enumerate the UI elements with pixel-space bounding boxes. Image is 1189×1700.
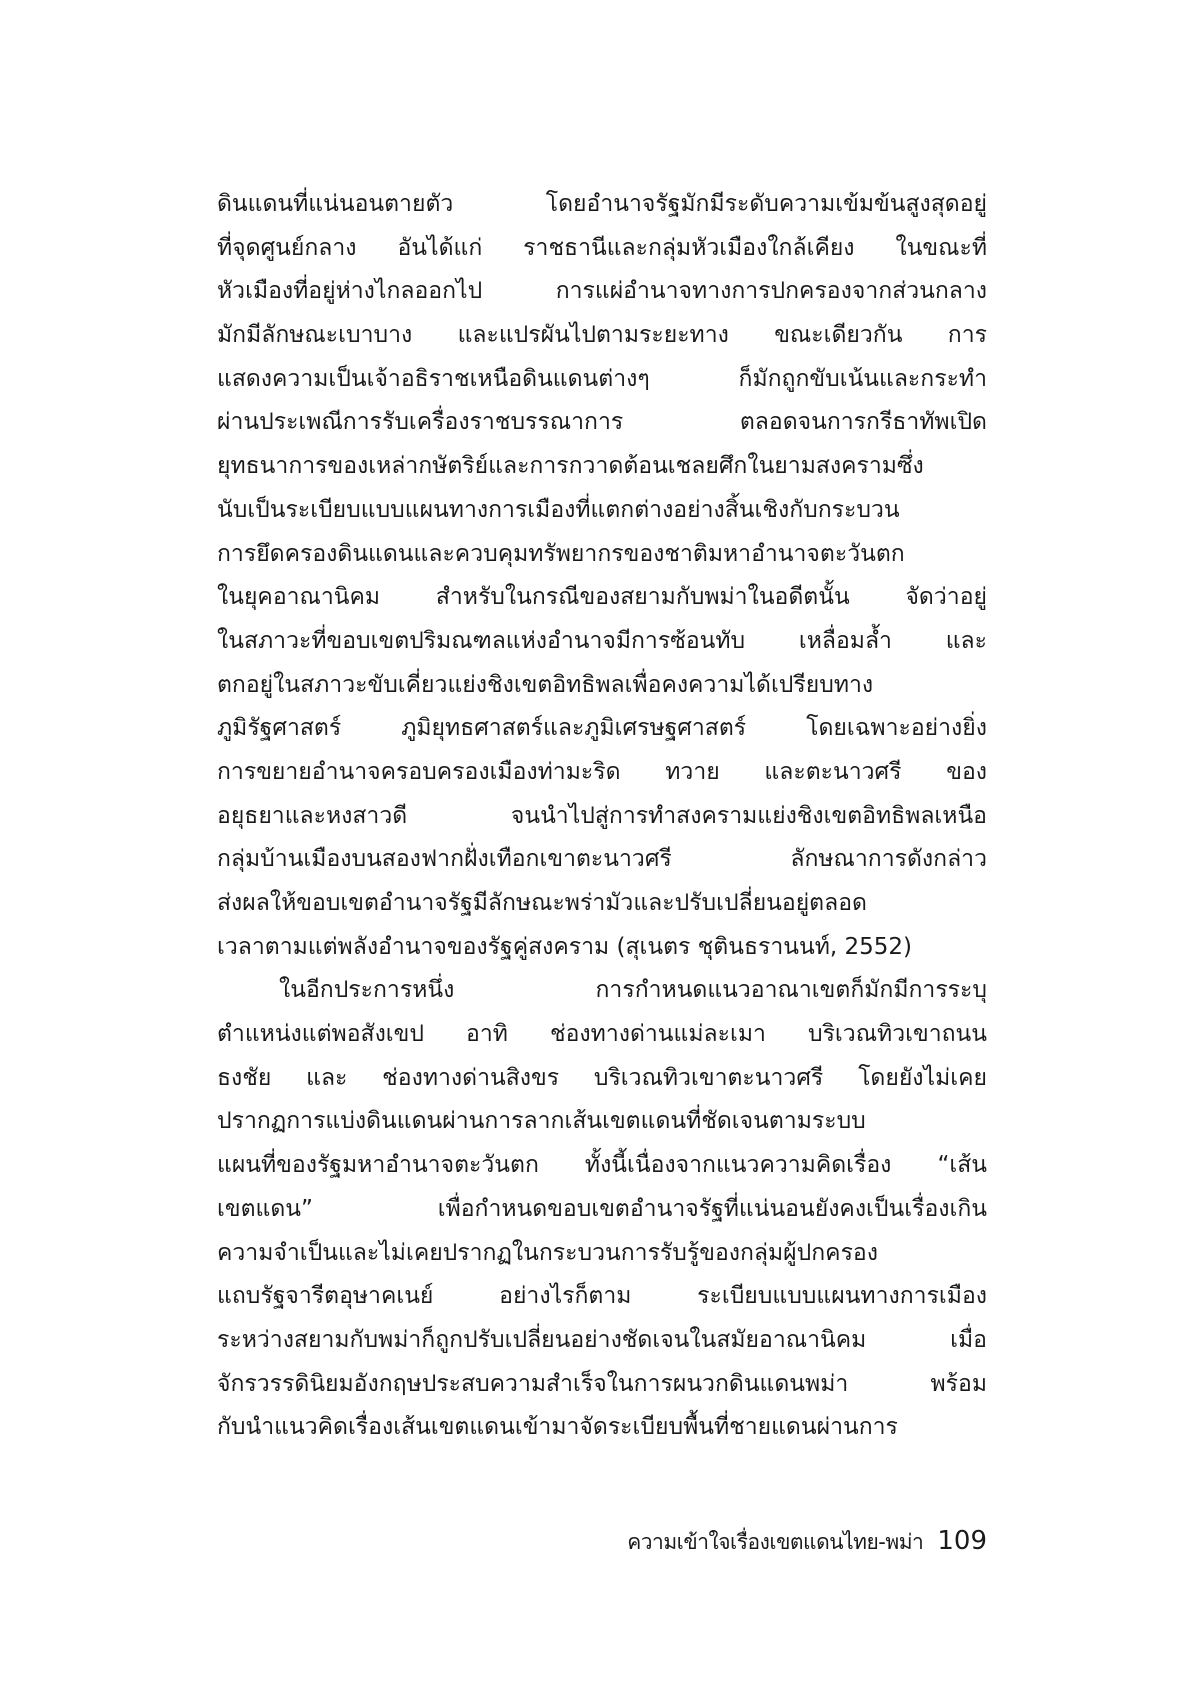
text-line: ส่งผลให้ขอบเขตอำนาจรัฐมีลักษณะพร่ามัวและปรับเปลี่ยนอยู่ตลอด (217, 890, 867, 916)
text-line: ธงชัย และ ช่องทางด่านสิงขร บริเวณทิวเขาตะนาวศรี โดยยังไม่เคย (217, 1064, 987, 1091)
text-line: ระหว่างสยามกับพม่าก็ถูกปรับเปลี่ยนอย่างชัดเจนในสมัยอาณานิคม เมื่อ (217, 1326, 987, 1353)
text-line: เขตแดน” เพื่อกำหนดขอบเขตอำนาจรัฐที่แน่นอนยังคงเป็นเรื่องเกิน (217, 1195, 987, 1222)
text-line: การยึดครองดินแดนและควบคุมทรัพยากรของชาติมหาอำนาจตะวันตก (217, 540, 905, 567)
text-line: ความจำเป็นและไม่เคยปรากฏในกระบวนการรับรู้ของกลุ่มผู้ปกครอง (217, 1239, 878, 1266)
text-line: อยุธยาและหงสาวดี จนนำไปสู่การทำสงครามแย่งชิงเขตอิทธิพลเหนือ (217, 802, 987, 829)
text-line: ในสภาวะที่ขอบเขตปริมณฑลแห่งอำนาจมีการซ้อนทับ เหลื่อมล้ำ และ (217, 627, 987, 654)
text-line: แถบรัฐจารีตอุษาคเนย์ อย่างไรก็ตาม ระเบียบแบบแผนทางการเมือง (217, 1283, 987, 1310)
page-number: 109 (937, 1526, 987, 1556)
text-line: แสดงความเป็นเจ้าอธิราชเหนือดินแดนต่างๆ ก็มักถูกขับเน้นและกระทำ (217, 365, 987, 392)
text-line: หัวเมืองที่อยู่ห่างไกลออกไป การแผ่อำนาจทางการปกครองจากส่วนกลาง (217, 278, 987, 305)
text-line: ตกอยู่ในสภาวะขับเคี่ยวแย่งชิงเขตอิทธิพลเพื่อคงความได้เปรียบทาง (217, 671, 874, 698)
text-line: ที่จุดศูนย์กลาง อันได้แก่ ราชธานีและกลุ่มหัวเมืองใกล้เคียง ในขณะที่ (217, 234, 987, 261)
text-line: ตำแหน่งแต่พอสังเขป อาทิ ช่องทางด่านแม่ละเมา บริเวณทิวเขาถนน (217, 1021, 987, 1048)
text-line: ยุทธนาการของเหล่ากษัตริย์และการกวาดต้อนเชลยศึกในยามสงครามซึ่ง (217, 453, 924, 480)
text-line: จักรวรรดินิยมอังกฤษประสบความสำเร็จในการผนวกดินแดนพม่า พร้อม (217, 1370, 987, 1397)
running-title: ความเข้าใจเรื่องเขตแดนไทย-พม่า (627, 1530, 924, 1554)
body-text (217, 183, 987, 1450)
text-line: กลุ่มบ้านเมืองบนสองฟากฝั่งเทือกเขาตะนาวศรี ลักษณาการดังกล่าว (217, 846, 987, 873)
text-line: กับนำแนวคิดเรื่องเส้นเขตแดนเข้ามาจัดระเบียบพื้นที่ชายแดนผ่านการ (217, 1414, 898, 1441)
text-line: ในยุคอาณานิคม สำหรับในกรณีของสยามกับพม่าในอดีตนั้น จัดว่าอยู่ (217, 584, 987, 611)
text-line: เวลาตามแต่พลังอำนาจของรัฐคู่สงคราม (สุเนตร ชุตินธรานนท์, 2552) (217, 933, 912, 960)
text-line: ดินแดนที่แน่นอนตายตัว โดยอำนาจรัฐมักมีระดับความเข้มข้นสูงสุดอยู่ (217, 191, 987, 217)
text-line: นับเป็นระเบียบแบบแผนทางการเมืองที่แตกต่างอย่างสิ้นเชิงกับกระบวน (217, 496, 900, 523)
paragraph-first-line: ในอีกประการหนึ่ง การกำหนดแนวอาณาเขตก็มักมีการระบุ (279, 977, 987, 1004)
text-line: ภูมิรัฐศาสตร์ ภูมิยุทธศาสตร์และภูมิเศรษฐศาสตร์ โดยเฉพาะอย่างยิ่ง (217, 715, 987, 742)
text-line: ปรากฏการแบ่งดินแดนผ่านการลากเส้นเขตแดนที่ชัดเจนตามระบบ (217, 1108, 866, 1135)
text-line: ผ่านประเพณีการรับเครื่องราชบรรณาการ ตลอดจนการกรีธาทัพเปิด (217, 409, 987, 436)
text-line: มักมีลักษณะเบาบาง และแปรผันไปตามระยะทาง ขณะเดียวกัน การ (217, 322, 987, 349)
text-line: การขยายอำนาจครอบครองเมืองท่ามะริด ทวาย และตะนาวศรี ของ (217, 758, 987, 785)
page-footer (600, 1521, 987, 1561)
text-line: แผนที่ของรัฐมหาอำนาจตะวันตก ทั้งนี้เนื่องจากแนวความคิดเรื่อง “เส้น (217, 1152, 987, 1179)
